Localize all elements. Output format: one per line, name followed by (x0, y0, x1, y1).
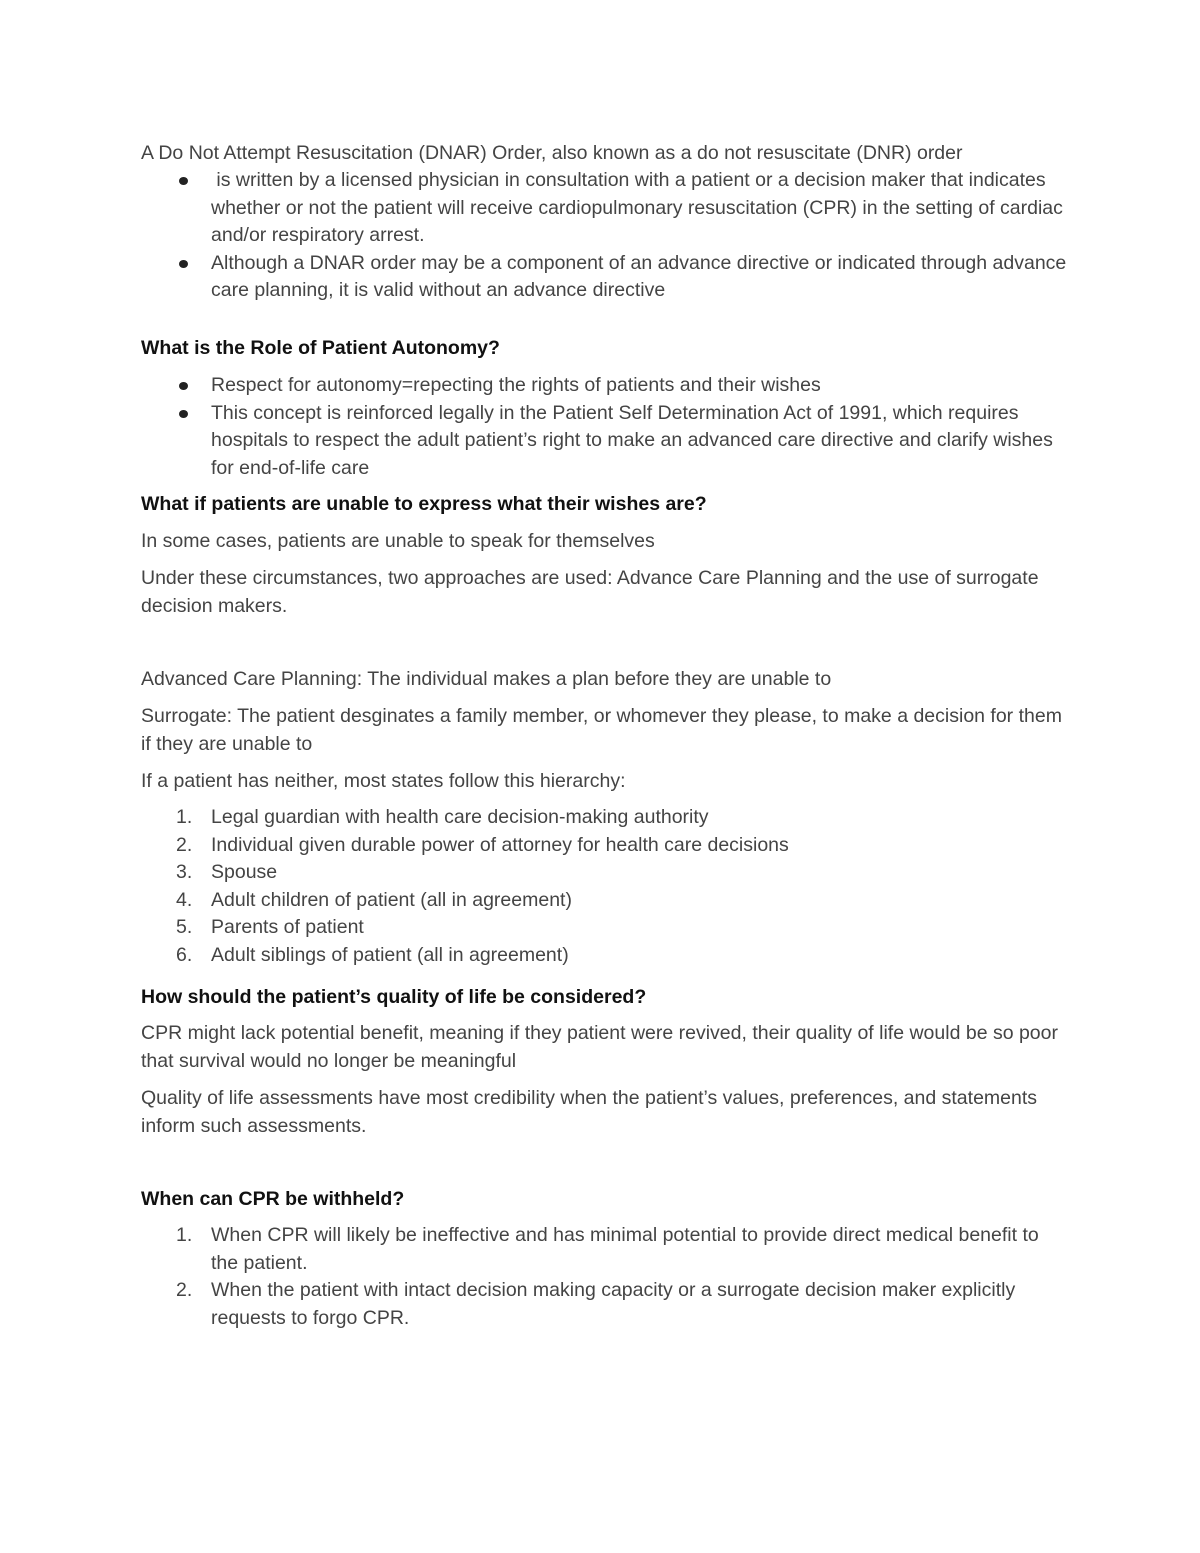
list-number: 5. (176, 916, 193, 938)
list-item (141, 942, 1071, 970)
list-item (141, 804, 1071, 832)
withheld-list (141, 1222, 1071, 1332)
intro-bullet-list (141, 167, 1071, 305)
list-item (141, 887, 1071, 915)
list-item-text: Parents of patient (211, 916, 364, 938)
list-item (141, 914, 1071, 942)
list-item: Respect for autonomy=repecting the rights of patients and their wishes (141, 372, 1071, 400)
list-item: This concept is reinforced legally in the Patient Self Determination Act of 1991, which requires hospitals to respect the adult patient’s right to make an advanced care directive and clarify wishes for end-of-life care (141, 400, 1071, 483)
unable-heading: What if patients are unable to express what their wishes are? (141, 493, 707, 515)
list-item: Although a DNAR order may be a component of an advance directive or indicated through advance care planning, it is valid without an advance directive (141, 250, 1071, 305)
unable-paragraph-2: Under these circumstances, two approaches are used: Advance Care Planning and the use of surrogate decision makers. (141, 567, 1039, 617)
autonomy-heading: What is the Role of Patient Autonomy? (141, 337, 500, 359)
list-item (141, 1222, 1071, 1277)
list-item-text: Adult siblings of patient (all in agreement) (211, 943, 569, 966)
advanced-care-paragraph: Advanced Care Planning: The individual makes a plan before they are unable to (141, 668, 832, 690)
quality-paragraph-1: CPR might lack potential benefit, meaning if they patient were revived, their quality of life would be so poor that survival would no longer be meaningful (141, 1022, 1058, 1072)
hierarchy-intro: If a patient has neither, most states follow this hierarchy: (141, 770, 626, 792)
list-item-text: When CPR will likely be ineffective and has minimal potential to provide direct medical benefit to the patient. (211, 1224, 1039, 1274)
list-number: 2. (176, 833, 193, 856)
list-number: 6. (176, 943, 193, 966)
list-item-text: Legal guardian with health care decision-making authority (211, 806, 709, 828)
list-item: is written by a licensed physician in consultation with a patient or a decision maker that indicates whether or not the patient will receive cardiopulmonary resuscitation (CPR) in the setting of cardiac and/or respiratory arrest. (141, 167, 1071, 250)
hierarchy-list (141, 804, 1071, 969)
intro-paragraph: A Do Not Attempt Resuscitation (DNAR) Order, also known as a do not resuscitate (DNR) order (141, 142, 963, 164)
list-number: 4. (176, 888, 193, 911)
withheld-heading: When can CPR be withheld? (141, 1188, 405, 1210)
autonomy-bullet-list (141, 372, 1071, 482)
list-item-text: Individual given durable power of attorney for health care decisions (211, 833, 789, 856)
list-item-text: When the patient with intact decision making capacity or a surrogate decision maker explicitly requests to forgo CPR. (211, 1279, 1016, 1329)
list-item (141, 1277, 1071, 1332)
list-number: 2. (176, 1279, 193, 1301)
surrogate-paragraph: Surrogate: The patient desginates a family member, or whomever they please, to make a decision for them if they are unable to (141, 705, 1062, 755)
list-item (141, 832, 1071, 860)
list-item-text: Adult children of patient (all in agreement) (211, 888, 572, 911)
list-item-text: Spouse (211, 861, 278, 883)
quality-heading: How should the patient’s quality of life be considered? (141, 986, 647, 1008)
list-number: 1. (176, 1224, 193, 1246)
list-number: 3. (176, 861, 193, 883)
unable-paragraph-1: In some cases, patients are unable to speak for themselves (141, 530, 655, 552)
quality-paragraph-2: Quality of life assessments have most credibility when the patient’s values, preferences, and statements inform such assessments. (141, 1087, 1038, 1137)
list-number: 1. (176, 806, 193, 828)
list-item (141, 859, 1071, 887)
